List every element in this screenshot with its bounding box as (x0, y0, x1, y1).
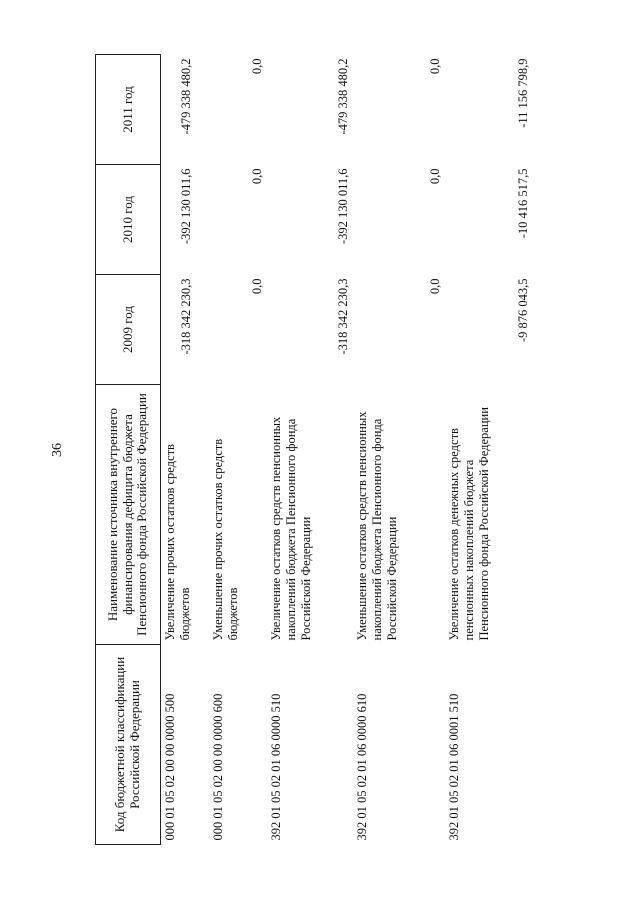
header-2010: 2010 год (96, 165, 161, 275)
header-code: Код бюджетной классификации Российской Федерации (96, 645, 161, 845)
table-row (445, 55, 533, 845)
cell-name: Увеличение прочих остатков средств бюджетов (163, 444, 192, 641)
table-row (161, 55, 210, 845)
budget-deficit-sources-table (95, 54, 533, 845)
cell-code: 000 01 05 02 00 00 0000 500 (163, 693, 177, 841)
page-number: 36 (50, 443, 65, 457)
table-row (267, 55, 353, 845)
cell-code: 392 01 05 02 01 06 0000 610 (355, 693, 369, 841)
table-row (209, 55, 267, 845)
cell-2010: 0,0 (250, 168, 265, 185)
cell-name: Уменьшение остатков средств пенсионных накоплений бюджета Пенсионного фонда Российской Федерации (355, 411, 399, 641)
table-header-row (96, 55, 161, 845)
cell-2010: 0,0 (428, 168, 443, 185)
cell-2009: -318 342 230,3 (336, 278, 351, 355)
header-name: Наименование источника внутреннего финансирования дефицита бюджета Пенсионного фонда Российской Федерации (96, 385, 161, 645)
header-2009: 2009 год (96, 275, 161, 385)
rotated-table-container (95, 55, 540, 845)
cell-2011: -479 338 480,2 (336, 58, 351, 135)
cell-code: 392 01 05 02 01 06 0000 510 (269, 693, 283, 841)
cell-code: 392 01 05 02 01 06 0001 510 (447, 693, 461, 841)
cell-2010: -392 130 011,6 (178, 168, 193, 245)
cell-2010: -10 416 517,5 (516, 168, 531, 239)
cell-2011: -11 156 798,9 (516, 58, 531, 128)
cell-2011: 0,0 (250, 58, 265, 75)
cell-name: Увеличение остатков денежных средств пенсионных накоплений бюджета Пенсионного фонда Российской Федерации (447, 407, 491, 641)
cell-2009: -9 876 043,5 (516, 278, 531, 343)
cell-code: 000 01 05 02 00 00 0000 600 (211, 693, 225, 841)
cell-2009: 0,0 (428, 278, 443, 295)
cell-2009: -318 342 230,3 (178, 278, 193, 355)
cell-2010: -392 130 011,6 (336, 168, 351, 245)
cell-name: Увеличение остатков средств пенсионных накоплений бюджета Пенсионного фонда Российской Федерации (269, 416, 313, 641)
cell-2009: 0,0 (250, 278, 265, 295)
cell-name: Уменьшение прочих остатков средств бюджетов (211, 438, 240, 641)
header-2011: 2011 год (96, 55, 161, 165)
cell-2011: 0,0 (428, 58, 443, 75)
table-row (353, 55, 445, 845)
cell-2011: -479 338 480,2 (178, 58, 193, 135)
